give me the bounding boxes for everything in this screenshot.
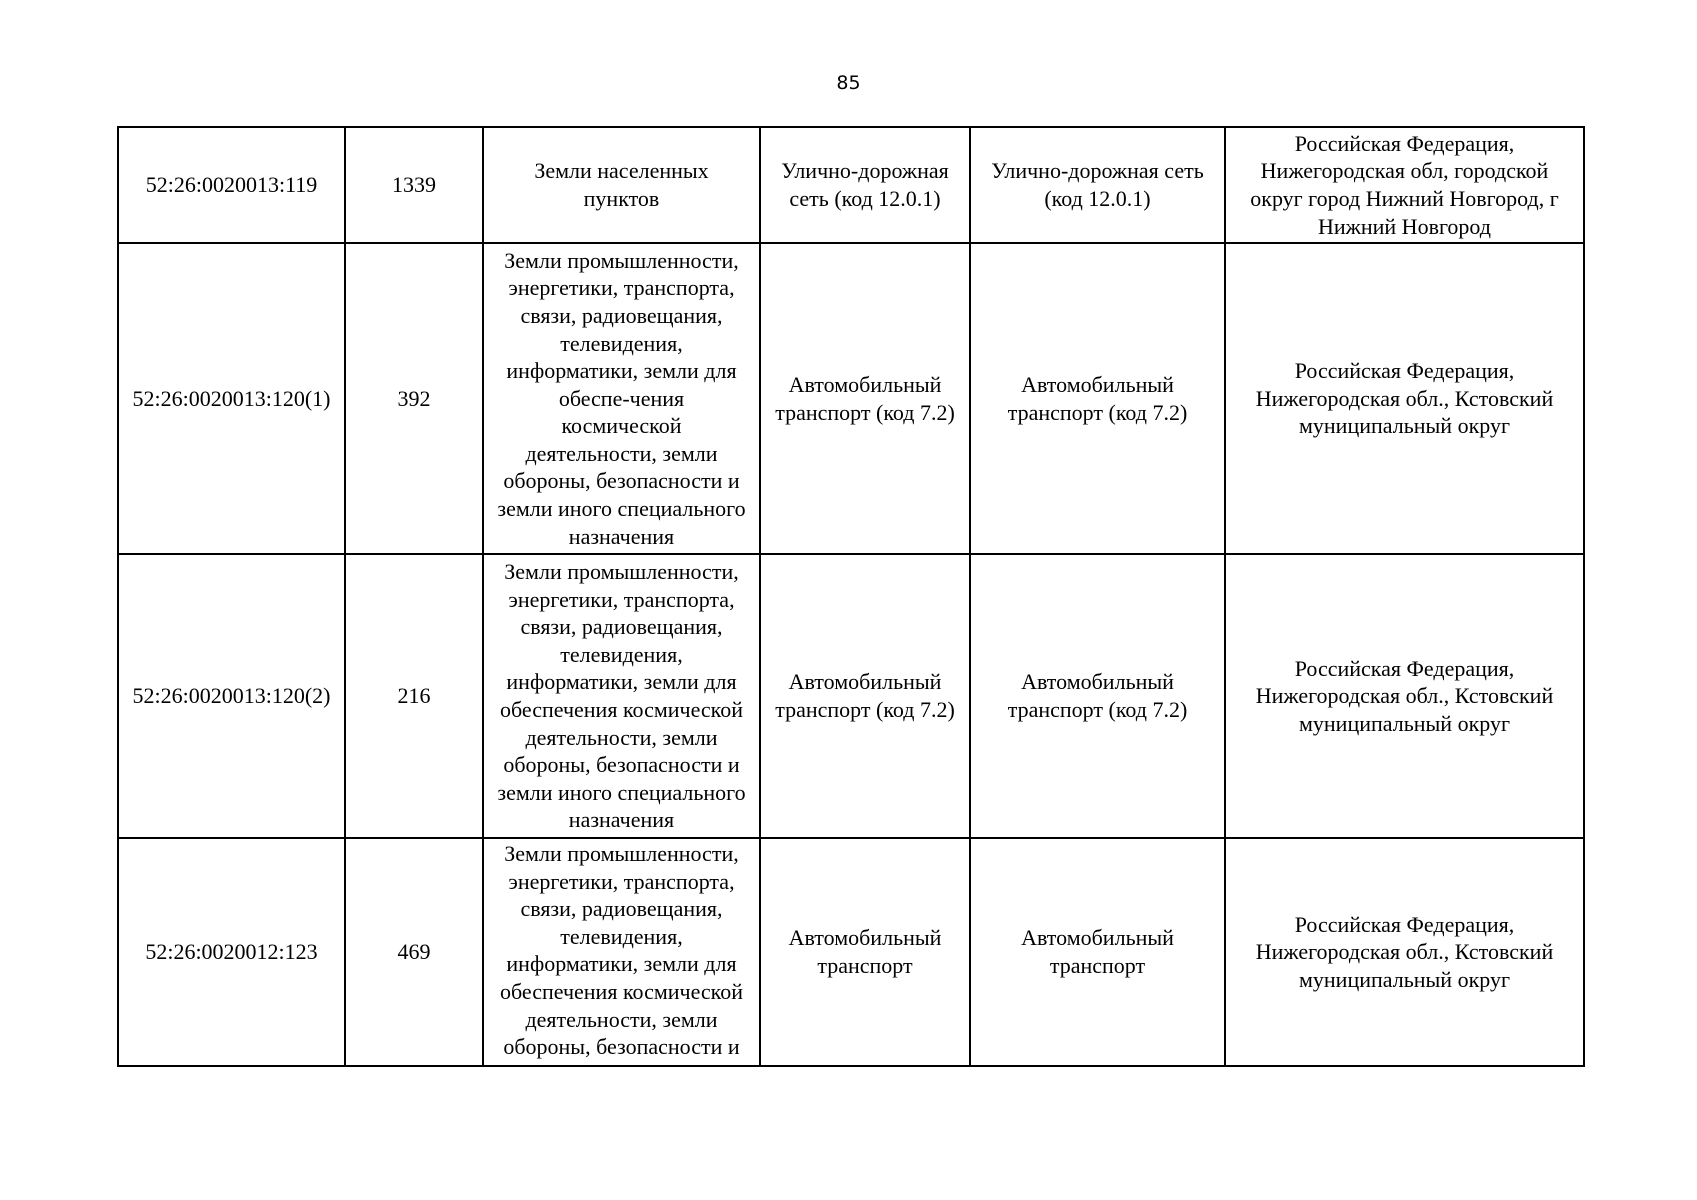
land-category-text: Земли промышленности, энергетики, транспорта, связи, радиовещания, телевидения, информатики, земли для обеспечения космической деятельности, земли обороны, безопасности и: [499, 841, 744, 1060]
permitted-use-cell: Улично-дорожная сеть (код 12.0.1): [970, 127, 1225, 243]
address-cell: Российская Федерация, Нижегородская обл, городской округ город Нижний Новгород, г Нижний Новгород: [1225, 127, 1584, 243]
permitted-use-cell: Автомобильный транспорт (код 7.2): [760, 243, 970, 554]
address-cell: Российская Федерация, Нижегородская обл., Кстовский муниципальный округ: [1225, 554, 1584, 838]
table-row: [118, 243, 1584, 554]
permitted-use-cell: Автомобильный транспорт: [760, 838, 970, 1066]
cadastral-number-cell: 52:26:0020013:120(1): [118, 243, 345, 554]
permitted-use-cell: Автомобильный транспорт (код 7.2): [970, 243, 1225, 554]
address-cell: Российская Федерация, Нижегородская обл., Кстовский муниципальный округ: [1225, 243, 1584, 554]
area-cell: 392: [345, 243, 483, 554]
area-cell: 216: [345, 554, 483, 838]
permitted-use-cell: Улично-дорожная сеть (код 12.0.1): [760, 127, 970, 243]
land-category-cell: Земли промышленности, энергетики, транспорта, связи, радиовещания, телевидения, информатики, земли для обеспечения космической деятельности, земли обороны, безопасности и земли иного специального назначения: [483, 554, 760, 838]
land-category-cell: [483, 838, 760, 1066]
table-row: [118, 554, 1584, 838]
cadastral-number-cell: 52:26:0020013:120(2): [118, 554, 345, 838]
permitted-use-cell: Автомобильный транспорт (код 7.2): [970, 554, 1225, 838]
land-plots-table: [117, 126, 1585, 1067]
area-cell: 1339: [345, 127, 483, 243]
area-cell: 469: [345, 838, 483, 1066]
permitted-use-cell: Автомобильный транспорт (код 7.2): [760, 554, 970, 838]
table-row: [118, 127, 1584, 243]
permitted-use-cell: Автомобильный транспорт: [970, 838, 1225, 1066]
cadastral-number-cell: 52:26:0020012:123: [118, 838, 345, 1066]
page-number: 85: [836, 72, 861, 94]
table-row: [118, 838, 1584, 1066]
land-category-cell: Земли промышленности, энергетики, транспорта, связи, радиовещания, телевидения, информатики, земли для обеспе-чения космической деятельности, земли обороны, безопасности и земли иного специального назначения: [483, 243, 760, 554]
address-cell: Российская Федерация, Нижегородская обл., Кстовский муниципальный округ: [1225, 838, 1584, 1066]
cadastral-number-cell: 52:26:0020013:119: [118, 127, 345, 243]
land-category-cell: Земли населенных пунктов: [483, 127, 760, 243]
